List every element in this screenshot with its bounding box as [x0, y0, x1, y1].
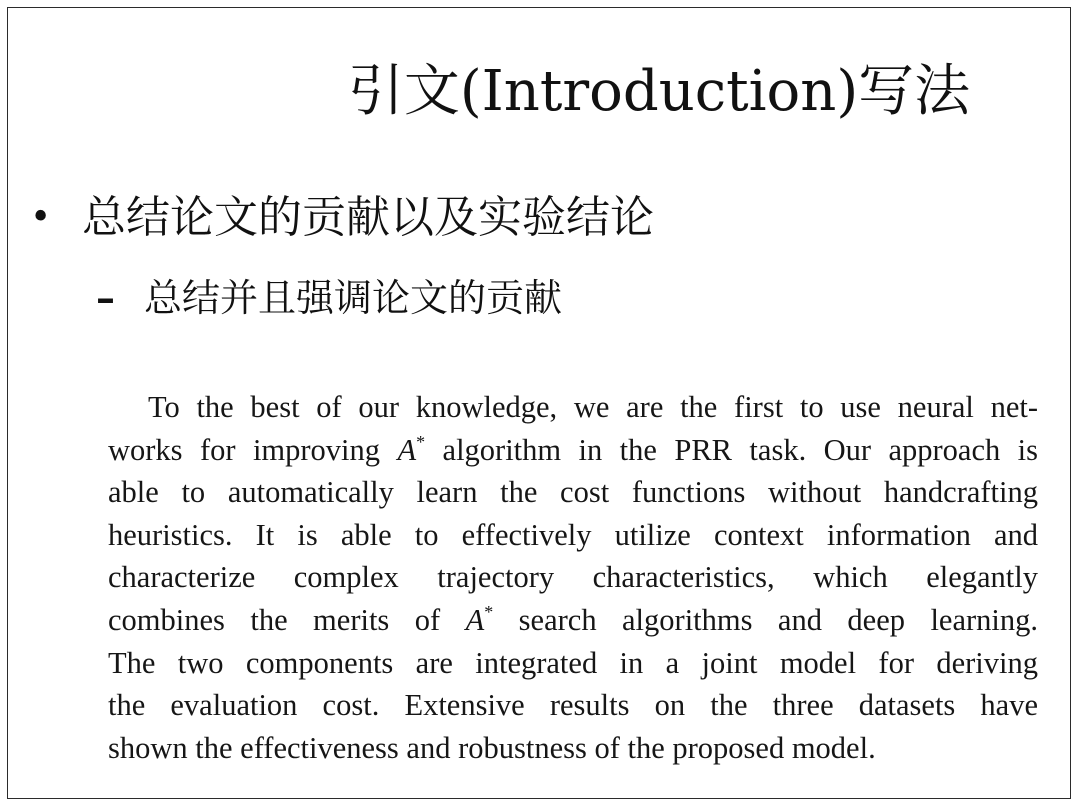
paragraph-text: able to automatically learn the cost functions without handcrafting [108, 475, 1038, 510]
bullet-level2 [96, 270, 562, 326]
bullet-dash-icon: – [96, 275, 115, 320]
paragraph-text: heuristics. It is able to effectively utilize context information and [108, 517, 1038, 552]
algorithm-superscript: * [484, 601, 494, 622]
paragraph-text: the evaluation cost. Extensive results on the three datasets have [108, 688, 1038, 723]
bullet-dot-icon: • [30, 197, 52, 238]
algorithm-symbol: A [397, 432, 417, 467]
paragraph-text: algorithm in the PRR task. Our approach is [425, 432, 1038, 467]
quote-paragraph [108, 386, 1038, 769]
paragraph-text: combines the merits of [108, 602, 466, 637]
paragraph-line [108, 684, 1038, 727]
paragraph-line [108, 599, 1038, 642]
paragraph-text: To the best of our knowledge, we are the first to use neural net- [148, 390, 1038, 424]
paragraph-text: works for improving [108, 432, 398, 467]
algorithm-superscript: * [416, 431, 426, 452]
paragraph-line [108, 386, 1038, 429]
paragraph-line [108, 514, 1038, 557]
paragraph-text: The two components are integrated in a joint model for deriving [108, 645, 1038, 680]
bullet-level2-text: 总结并且强调论文的贡献 [144, 276, 563, 320]
paragraph-text: search algorithms and deep learning. [493, 602, 1038, 637]
paragraph-line [108, 471, 1038, 514]
paragraph-text: shown the effectiveness and robustness of the proposed model. [108, 730, 876, 765]
algorithm-symbol: A [465, 602, 485, 637]
paragraph-line [108, 429, 1038, 472]
paragraph-text: characterize complex trajectory characteristics, which elegantly [108, 560, 1038, 595]
slide [7, 7, 1071, 799]
paragraph-line [108, 642, 1038, 685]
paragraph-line [108, 727, 1038, 770]
bullet-level1-text: 总结论文的贡献以及实验结论 [82, 192, 654, 243]
slide-title: 引文(Introduction)写法 [347, 59, 971, 124]
bullet-level1 [30, 186, 654, 250]
paragraph-line [108, 556, 1038, 599]
